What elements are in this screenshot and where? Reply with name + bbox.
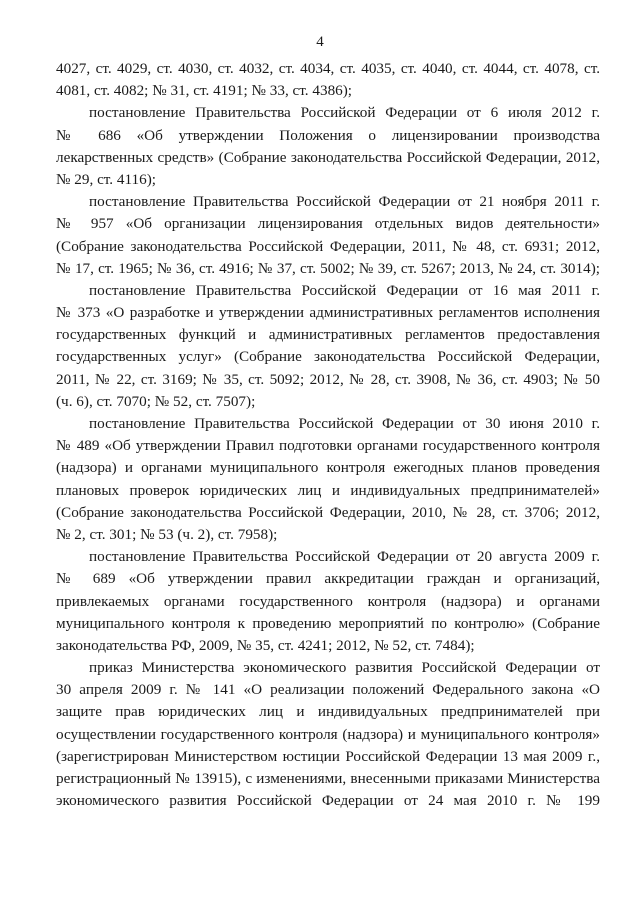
text-line: привлекаемых органами государственного контроля (надзора) и органами	[56, 592, 600, 610]
text-line: экономического развития Российской Федерации от 24 мая 2010 г. № 199	[56, 792, 600, 810]
text-line: 30 апреля 2009 г. № 141 «О реализации положений Федерального закона «О	[56, 681, 600, 699]
text-line: (надзора) и органами муниципального контроля ежегодных планов проведения	[56, 459, 600, 477]
text-line: постановление Правительства Российской Федерации от 30 июня 2010 г.	[89, 415, 600, 432]
text-line: № 686 «Об утверждении Положения о лицензировании производства	[56, 126, 600, 144]
text-line: постановление Правительства Российской Федерации от 21 ноября 2011 г.	[89, 193, 600, 211]
page-number: 4	[316, 34, 324, 50]
text-line: № 2, ст. 301; № 53 (ч. 2), ст. 7958);	[56, 525, 278, 543]
text-line: 2011, № 22, ст. 3169; № 35, ст. 5092; 2012, № 28, ст. 3908, № 36, ст. 4903; № 50	[56, 370, 600, 388]
text-line: № 373 «О разработке и утверждении административных регламентов исполнения	[56, 304, 600, 322]
text-line: государственных функций и административных регламентов предоставления	[56, 326, 600, 344]
text-line: приказ Министерства экономического развития Российской Федерации от	[89, 659, 600, 677]
text-line: плановых проверок юридических лиц и индивидуальных предпринимателей»	[56, 481, 600, 499]
text-line: № 489 «Об утверждении Правил подготовки органами государственного контроля	[56, 437, 600, 455]
text-line: № 17, ст. 1965; № 36, ст. 4916; № 37, ст. 5002; № 39, ст. 5267; 2013, № 24, ст. 3014);	[56, 259, 600, 277]
text-line: (Собрание законодательства Российской Федерации, 2011, № 48, ст. 6931; 2012,	[56, 237, 600, 255]
text-line: лекарственных средств» (Собрание законодательства Российской Федерации, 2012,	[56, 148, 600, 166]
text-line: постановление Правительства Российской Федерации от 20 августа 2009 г.	[89, 548, 600, 566]
text-line: регистрационный № 13915), с изменениями, внесенными приказами Министерства	[56, 770, 600, 787]
text-line: 4027, ст. 4029, ст. 4030, ст. 4032, ст. 4034, ст. 4035, ст. 4040, ст. 4044, ст. 4078, ст.	[56, 60, 600, 77]
text-line: (ч. 6), ст. 7070; № 52, ст. 7507);	[56, 392, 256, 410]
text-line: постановление Правительства Российской Федерации от 16 мая 2011 г.	[89, 281, 600, 299]
text-line: муниципального контроля к проведению мероприятий по контролю» (Собрание	[56, 614, 600, 632]
text-line: постановление Правительства Российской Федерации от 6 июля 2012 г.	[89, 104, 600, 122]
text-line: государственных услуг» (Собрание законодательства Российской Федерации,	[56, 348, 600, 366]
text-line: № 29, ст. 4116);	[56, 170, 156, 188]
text-line: законодательства РФ, 2009, № 35, ст. 4241; 2012, № 52, ст. 7484);	[56, 636, 475, 654]
text-line: (Собрание законодательства Российской Федерации, 2010, № 28, ст. 3706; 2012,	[56, 503, 600, 521]
text-line: № 689 «Об утверждении правил аккредитации граждан и организаций,	[56, 570, 600, 588]
text-line: 4081, ст. 4082; № 31, ст. 4191; № 33, ст. 4386);	[56, 82, 353, 100]
text-line: (зарегистрирован Министерством юстиции Российской Федерации 13 мая 2009 г.,	[56, 747, 600, 765]
text-line: осуществлении государственного контроля (надзора) и муниципального контроля»	[56, 725, 600, 743]
text-line: защите прав юридических лиц и индивидуальных предпринимателей при	[56, 703, 600, 721]
document-body	[56, 58, 600, 812]
text-line: № 957 «Об организации лицензирования отдельных видов деятельности»	[56, 215, 600, 233]
